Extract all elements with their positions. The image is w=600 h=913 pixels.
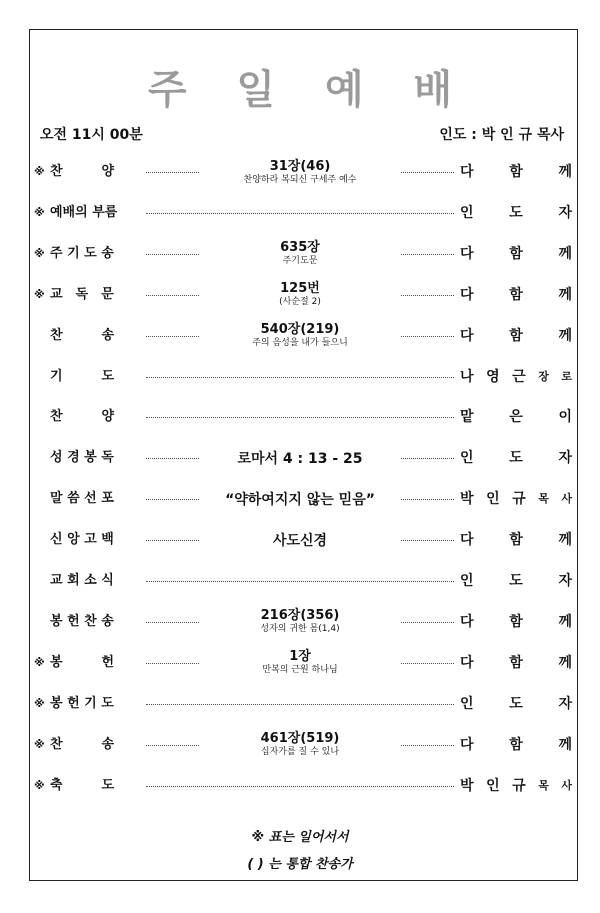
row-label [34, 479, 114, 519]
row-performer [460, 397, 572, 437]
row-content-main: 461장(519) [260, 731, 340, 747]
performer-char: 영 [486, 368, 500, 385]
row-content [205, 152, 395, 192]
performer-char: 자 [558, 573, 572, 589]
row-content-sub: 주기도문 [282, 256, 318, 267]
row-label [34, 193, 117, 233]
row-content [205, 438, 395, 478]
row-content-main: “약하여지지 않는 믿음” [225, 492, 375, 509]
row-performer [460, 520, 572, 560]
row-content-main: 사도신경 [272, 533, 328, 550]
performer-char: 도 [509, 573, 523, 589]
dotted-leader [146, 458, 199, 459]
dotted-leader [146, 254, 199, 255]
performer-char: 사 [561, 492, 572, 506]
row-content-main: 31장(46) [269, 158, 331, 174]
performer-char: 맡 [460, 409, 474, 426]
row-content-main: 216장(356) [260, 608, 340, 624]
row-label-text: 예배의 부름 [50, 204, 118, 220]
row-performer [460, 275, 572, 315]
dotted-leader [401, 499, 454, 500]
performer-char: 자 [558, 450, 572, 467]
row-performer [460, 602, 572, 642]
row-performer [460, 316, 572, 356]
performer-char: 께 [558, 613, 572, 630]
performer-char: 인 [460, 204, 474, 221]
dotted-leader [401, 254, 454, 255]
row-performer [460, 561, 572, 601]
performer-char: 도 [509, 450, 523, 467]
performer-char: 함 [509, 327, 523, 344]
row-label [34, 275, 114, 315]
worship-row [30, 766, 576, 806]
row-label [34, 725, 114, 765]
row-label [34, 684, 114, 724]
dotted-leader [146, 581, 454, 582]
performer-char: 함 [509, 164, 523, 180]
performer-char: 인 [486, 491, 500, 508]
dotted-leader [146, 622, 199, 623]
row-content-sub: 십자가를 질 수 있나 [260, 747, 340, 758]
row-performer [460, 357, 572, 397]
worship-row [30, 602, 576, 642]
worship-row [30, 357, 576, 397]
row-label [34, 234, 114, 274]
footer-note-hymnal: ( ) 는 통합 찬송가 [247, 857, 353, 872]
dotted-leader [146, 704, 454, 705]
row-label-text: 성 경 봉 독 [50, 450, 114, 466]
row-label [34, 152, 114, 192]
row-content [205, 275, 395, 315]
dotted-leader [401, 540, 454, 541]
service-time: 오전 11시 00분 [40, 127, 143, 143]
row-label-text: 축 도 [50, 777, 115, 793]
worship-row [30, 643, 576, 683]
page-title: 주 일 예 배 [147, 67, 471, 113]
row-performer [460, 193, 572, 233]
performer-char: 규 [512, 777, 526, 794]
standing-mark: ※ [34, 696, 45, 710]
worship-row [30, 438, 576, 478]
worship-row [30, 193, 576, 233]
dotted-leader [146, 172, 199, 173]
performer-char: 로 [561, 369, 572, 383]
dotted-leader [401, 663, 454, 664]
dotted-leader [146, 663, 199, 664]
performer-char: 목 [538, 778, 549, 792]
standing-mark: ※ [34, 165, 45, 178]
worship-row [30, 275, 576, 315]
row-content-sub: 주의 음성을 내가 들으니 [252, 338, 348, 349]
dotted-leader [146, 745, 199, 746]
row-performer [460, 438, 572, 478]
row-label [34, 561, 114, 601]
performer-char: 장 [538, 369, 549, 383]
worship-row [30, 479, 576, 519]
row-label [34, 643, 114, 683]
worship-row [30, 725, 576, 765]
row-content-main: 1장 [289, 649, 311, 665]
performer-char: 께 [558, 532, 572, 549]
performer-char: 께 [558, 286, 572, 303]
dotted-leader [146, 540, 199, 541]
worship-row [30, 152, 576, 192]
performer-char: 다 [460, 613, 474, 630]
performer-char: 함 [509, 613, 523, 630]
dotted-leader [146, 213, 454, 214]
performer-char: 다 [460, 327, 474, 344]
row-label-text: 봉 헌 [50, 654, 115, 670]
worship-row [30, 397, 576, 437]
performer-char: 인 [460, 695, 474, 712]
dotted-leader [401, 336, 454, 337]
performer-char: 함 [509, 736, 523, 753]
row-content [205, 520, 395, 560]
dotted-leader [401, 295, 454, 296]
dotted-leader [146, 417, 454, 418]
performer-char: 근 [512, 368, 526, 385]
row-performer [460, 643, 572, 683]
row-content-sub: 찬양하라 복되신 구세주 예수 [243, 174, 357, 185]
row-content [205, 234, 395, 274]
row-performer [460, 479, 572, 519]
performer-char: 인 [486, 777, 500, 794]
row-content-sub: 만복의 근원 하나님 [262, 665, 338, 676]
standing-mark: ※ [34, 778, 45, 792]
performer-char: 께 [558, 736, 572, 753]
service-leader: 인도 : 박 인 규 목사 [439, 127, 564, 143]
row-content [205, 479, 395, 519]
row-label-text: 찬 송 [50, 736, 115, 752]
row-label-text: 찬 송 [50, 327, 115, 343]
performer-char: 박 [460, 491, 474, 508]
row-label-text: 신 앙 고 백 [50, 532, 114, 548]
dotted-leader [146, 499, 199, 500]
dotted-leader [146, 295, 199, 296]
row-content [205, 725, 395, 765]
dotted-leader [146, 786, 454, 787]
row-label [34, 602, 114, 642]
performer-char: 께 [558, 245, 572, 262]
row-performer [460, 684, 572, 724]
row-label [34, 766, 114, 806]
worship-row [30, 520, 576, 560]
performer-char: 자 [558, 695, 572, 712]
row-label-text: 주 기 도 송 [50, 245, 114, 261]
performer-char: 함 [509, 532, 523, 549]
performer-char: 다 [460, 286, 474, 303]
dotted-leader [401, 745, 454, 746]
performer-char: 다 [460, 736, 474, 753]
dotted-leader [401, 622, 454, 623]
performer-char: 함 [509, 245, 523, 262]
row-content-sub: (사순절 2) [279, 297, 321, 308]
standing-mark: ※ [34, 655, 45, 669]
row-label [34, 316, 114, 356]
row-label-text: 교 독 문 [50, 286, 114, 302]
performer-char: 목 [538, 492, 549, 506]
performer-char: 함 [509, 286, 523, 303]
row-content [205, 316, 395, 356]
row-label-text: 봉 헌 찬 송 [50, 613, 114, 629]
performer-char: 다 [460, 654, 474, 671]
dotted-leader [146, 336, 199, 337]
row-performer [460, 234, 572, 274]
row-label [34, 520, 114, 560]
dotted-leader [401, 458, 454, 459]
row-label-text: 찬 양 [50, 164, 115, 179]
row-performer [460, 766, 572, 806]
performer-char: 함 [509, 654, 523, 671]
row-label-text: 기 도 [50, 368, 115, 384]
dotted-leader [146, 377, 454, 378]
worship-row [30, 684, 576, 724]
row-label-text: 찬 양 [50, 409, 115, 425]
standing-mark: ※ [34, 246, 45, 260]
performer-char: 께 [558, 654, 572, 671]
row-content [205, 602, 395, 642]
row-label-text: 교 회 소 식 [50, 573, 114, 588]
performer-char: 자 [558, 204, 572, 221]
row-label-text: 말 씀 선 포 [50, 491, 114, 507]
performer-char: 나 [460, 368, 474, 385]
standing-mark: ※ [34, 205, 45, 219]
row-content-main: 635장 [280, 240, 320, 256]
performer-char: 사 [561, 778, 572, 792]
dotted-leader [401, 172, 454, 173]
performer-char: 께 [558, 327, 572, 344]
standing-mark: ※ [34, 287, 45, 301]
worship-row [30, 234, 576, 274]
row-label [34, 357, 114, 397]
row-content-main: 로마서 4 : 13 - 25 [237, 451, 363, 468]
row-content-sub: 성자의 귀한 몸(1,4) [260, 624, 340, 635]
performer-char: 다 [460, 245, 474, 262]
performer-char: 규 [512, 491, 526, 508]
row-label-text: 봉 헌 기 도 [50, 695, 114, 711]
performer-char: 인 [460, 573, 474, 589]
row-content [205, 643, 395, 683]
row-performer [460, 152, 572, 192]
row-label [34, 438, 114, 478]
footer-note-standing: ※ 표는 일어서서 [251, 830, 349, 845]
performer-char: 도 [509, 204, 523, 221]
row-label [34, 397, 114, 437]
performer-char: 인 [460, 450, 474, 467]
performer-char: 박 [460, 777, 474, 794]
row-content-main: 540장(219) [260, 322, 340, 338]
performer-char: 이 [558, 409, 572, 426]
row-content-main: 125번 [280, 281, 320, 297]
performer-char: 도 [509, 695, 523, 712]
performer-char: 은 [509, 409, 523, 426]
performer-char: 다 [460, 532, 474, 549]
worship-row [30, 316, 576, 356]
standing-mark: ※ [34, 737, 45, 751]
row-performer [460, 725, 572, 765]
worship-row [30, 561, 576, 601]
performer-char: 께 [558, 164, 572, 180]
performer-char: 다 [460, 164, 474, 180]
